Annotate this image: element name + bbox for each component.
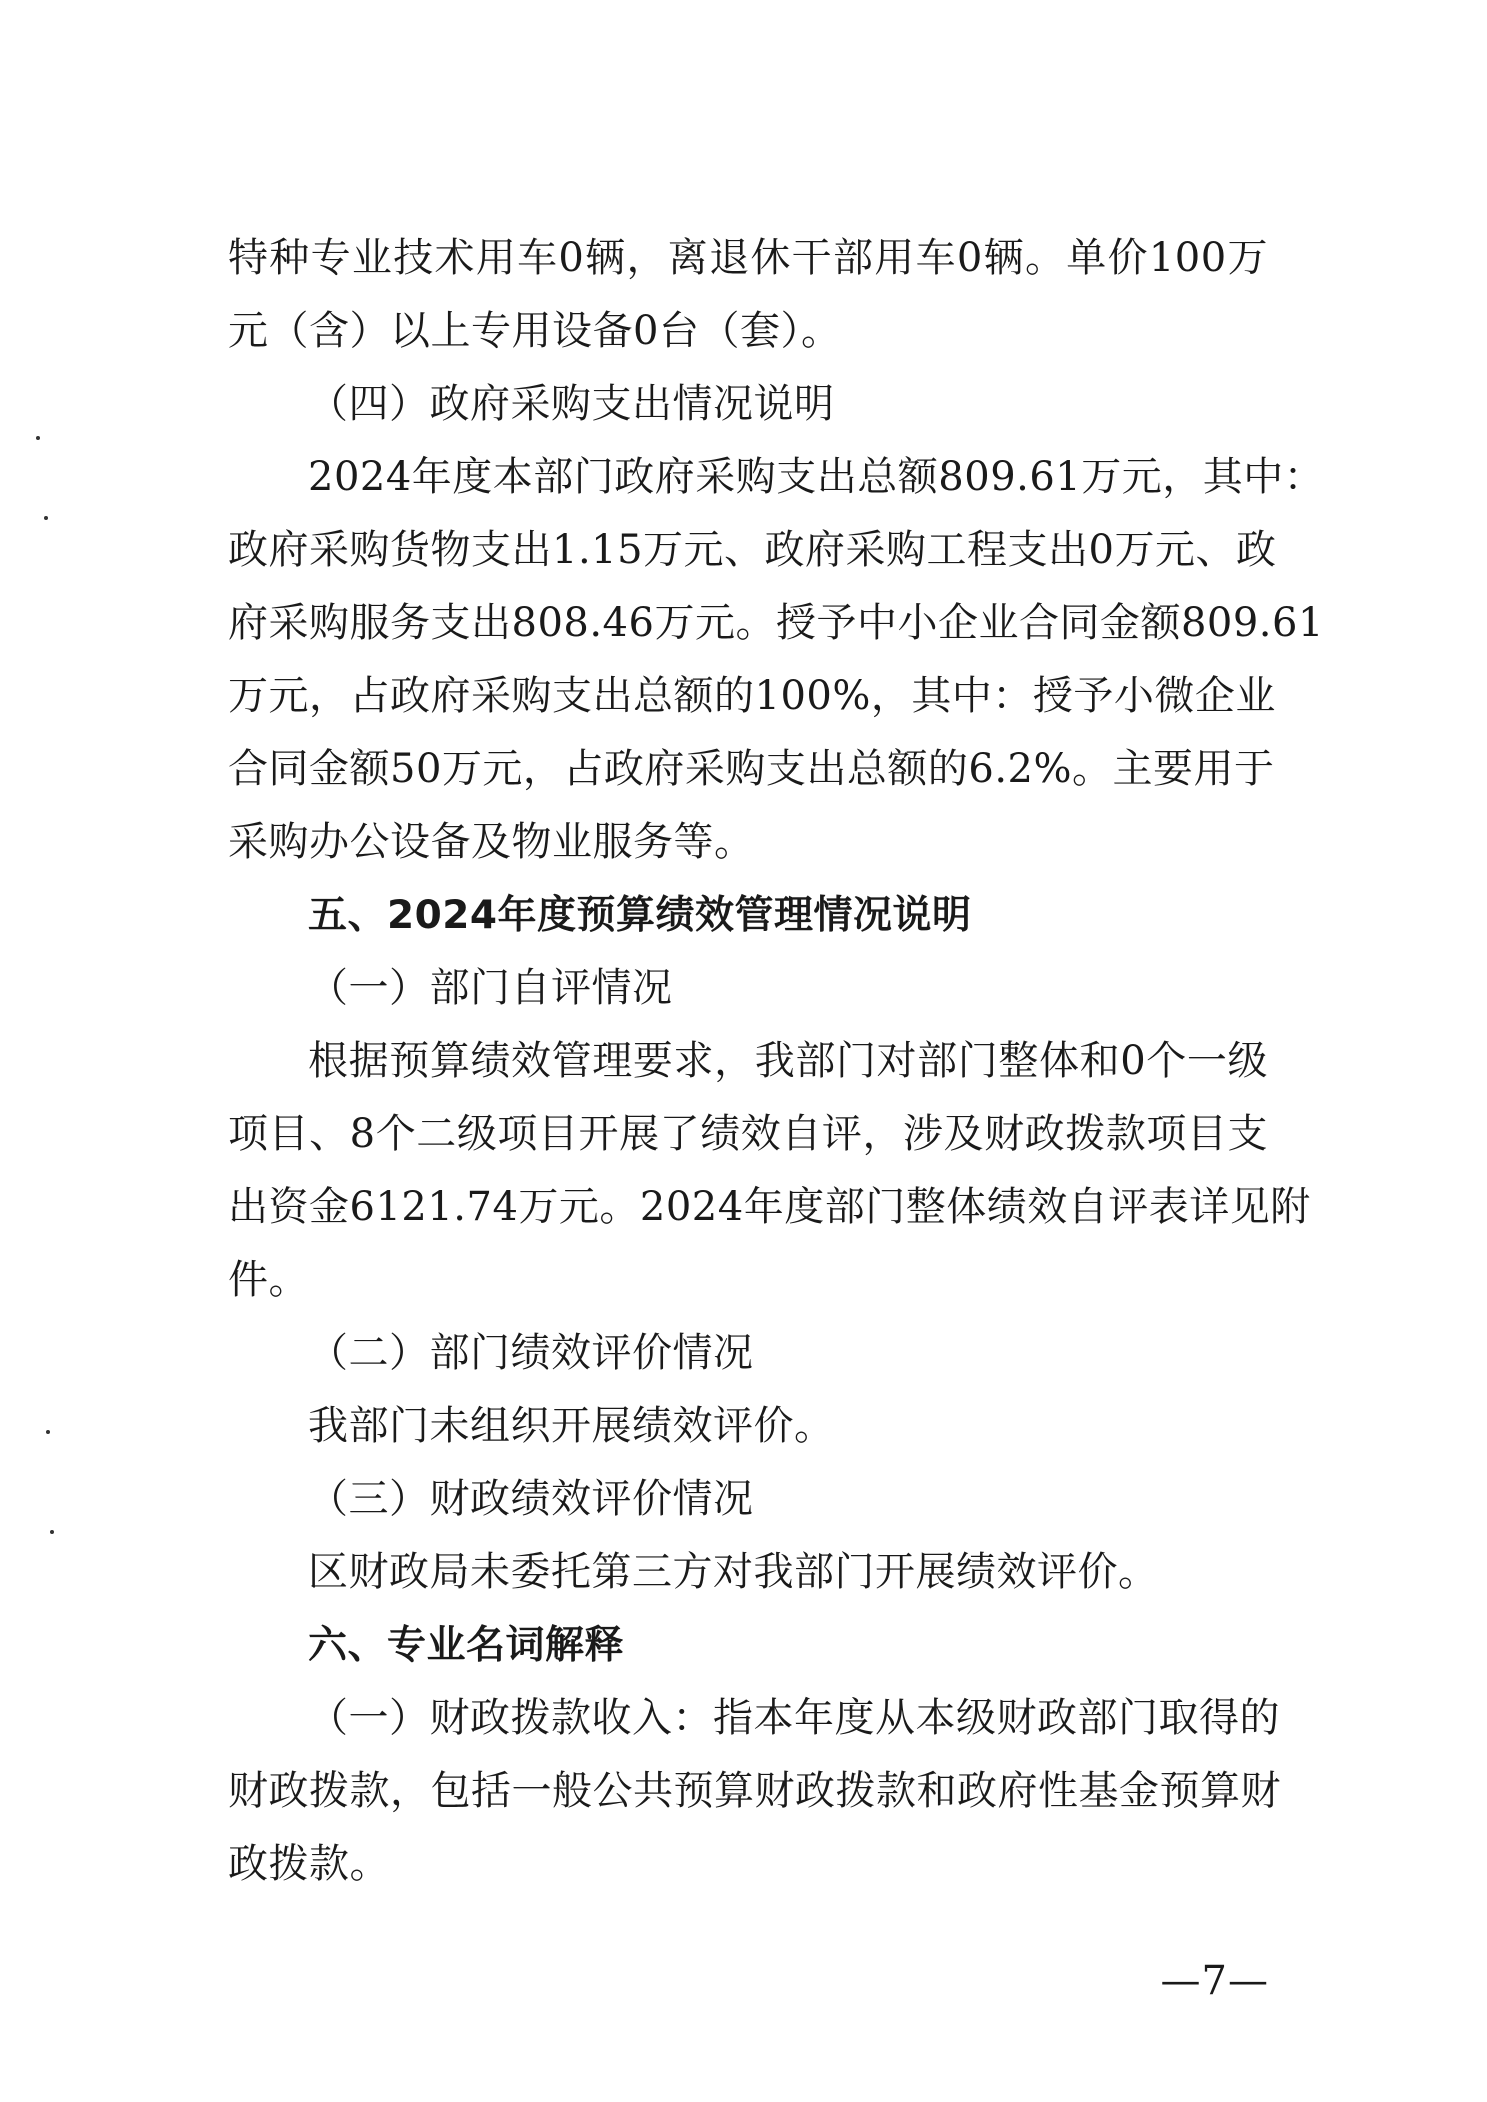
subsection-title: （三）财政绩效评价情况 bbox=[308, 1476, 754, 1522]
paragraph-line: 政府采购货物支出1.15万元、政府采购工程支出0万元、政 bbox=[228, 527, 1277, 573]
paragraph-line: 区财政局未委托第三方对我部门开展绩效评价。 bbox=[308, 1549, 1159, 1595]
paragraph-line: 件。 bbox=[228, 1257, 309, 1303]
paragraph-line: 政拨款。 bbox=[228, 1841, 390, 1887]
paragraph-line: 元（含）以上专用设备0台（套）。 bbox=[228, 308, 842, 354]
page-number: —7— bbox=[1160, 1958, 1269, 2004]
scan-speck bbox=[46, 1430, 50, 1434]
scan-speck bbox=[36, 436, 40, 440]
paragraph-line: （一）财政拨款收入：指本年度从本级财政部门取得的 bbox=[308, 1695, 1280, 1741]
paragraph-line: 项目、8个二级项目开展了绩效自评，涉及财政拨款项目支 bbox=[228, 1111, 1268, 1157]
paragraph-line: 合同金额50万元，占政府采购支出总额的6.2%。主要用于 bbox=[228, 746, 1275, 792]
paragraph-line: 特种专业技术用车0辆，离退休干部用车0辆。单价100万 bbox=[228, 235, 1268, 281]
page-body bbox=[228, 222, 1325, 1901]
scan-speck bbox=[50, 1530, 54, 1534]
paragraph-line: 出资金6121.74万元。2024年度部门整体绩效自评表详见附 bbox=[228, 1184, 1311, 1230]
paragraph-line: 万元，占政府采购支出总额的100%，其中：授予小微企业 bbox=[228, 673, 1276, 719]
paragraph-line: 府采购服务支出808.46万元。授予中小企业合同金额809.61 bbox=[228, 600, 1324, 646]
scan-speck bbox=[44, 516, 48, 520]
subsection-title: （一）部门自评情况 bbox=[308, 965, 673, 1011]
section-heading: 六、专业名词解释 bbox=[308, 1623, 625, 1668]
subsection-title: （二）部门绩效评价情况 bbox=[308, 1330, 754, 1376]
paragraph-line: 我部门未组织开展绩效评价。 bbox=[308, 1403, 835, 1449]
paragraph-line: 根据预算绩效管理要求，我部门对部门整体和0个一级 bbox=[308, 1038, 1268, 1084]
paragraph-line: 财政拨款，包括一般公共预算财政拨款和政府性基金预算财 bbox=[228, 1768, 1281, 1814]
section-heading: 五、2024年度预算绩效管理情况说明 bbox=[308, 893, 972, 938]
paragraph-line: 采购办公设备及物业服务等。 bbox=[228, 819, 755, 865]
paragraph-line: 2024年度本部门政府采购支出总额809.61万元，其中： bbox=[308, 454, 1325, 500]
subsection-title: （四）政府采购支出情况说明 bbox=[308, 381, 835, 427]
